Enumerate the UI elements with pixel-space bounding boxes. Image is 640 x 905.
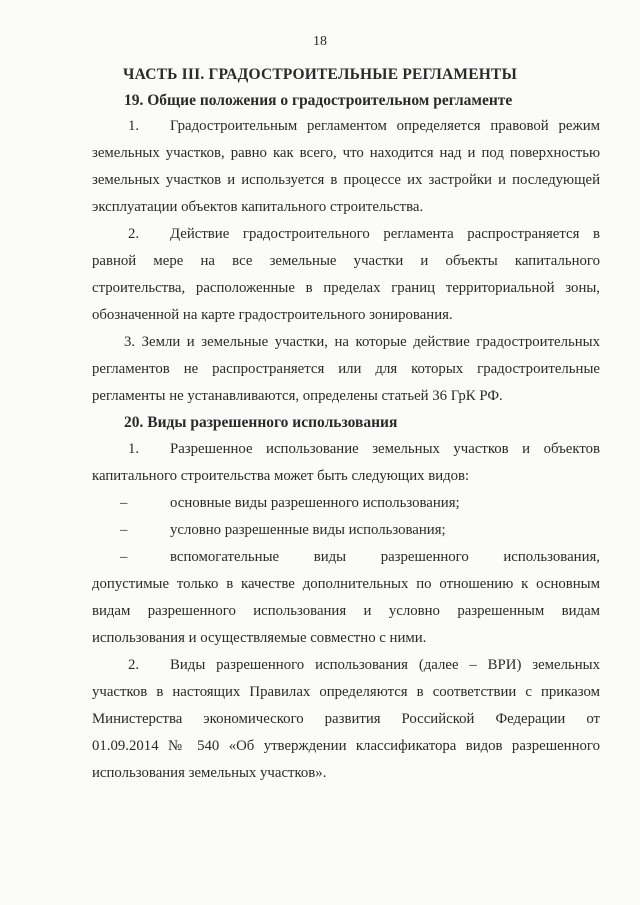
s20-p2-number: 2. (128, 657, 140, 673)
s20-p2-line: Министерства экономического развития Российской Федерации от (92, 711, 600, 727)
s19-p2-line: Действие градостроительного регламента распространяется в (170, 226, 600, 242)
s19-p2-line: строительства, расположенные в пределах границ территориальной зоны, (92, 280, 600, 296)
s19-p2-number: 2. (128, 226, 140, 242)
section-19-heading: 19. Общие положения о градостроительном регламенте (124, 92, 513, 109)
s20-p2-line: использования земельных участков». (92, 765, 327, 781)
list-item: вспомогательные виды разрешенного использования, (170, 549, 600, 565)
s19-p3-line: регламентов не распространяется или для которых градостроительные (92, 361, 600, 377)
list-continuation-line: видам разрешенного использования и условно разрешенным видам (92, 603, 600, 619)
part-title: ЧАСТЬ III. ГРАДОСТРОИТЕЛЬНЫЕ РЕГЛАМЕНТЫ (123, 66, 517, 83)
s19-p1-number: 1. (128, 118, 140, 134)
list-continuation-line: допустимые только в качестве дополнительных по отношению к основным (92, 576, 600, 592)
s19-p1-line: земельных участков, равно как всего, что находится над и под поверхностью (92, 145, 600, 161)
s20-p1-line: капитального строительства может быть следующих видов: (92, 468, 470, 484)
list-item: основные виды разрешенного использования; (170, 495, 460, 511)
s19-p2-line: обозначенной на карте градостроительного зонирования. (92, 307, 453, 323)
s20-p2-line: Виды разрешенного использования (далее – ВРИ) земельных (170, 657, 600, 673)
list-item: условно разрешенные виды использования; (170, 522, 446, 538)
s19-p1-line: эксплуатации объектов капитального строительства. (92, 199, 424, 215)
s20-p1-number: 1. (128, 441, 140, 457)
list-dash: – (120, 549, 128, 565)
section-20-heading: 20. Виды разрешенного использования (124, 414, 398, 431)
s19-p1-line: земельных участков и используется в процессе их застройки и последующей (92, 172, 600, 188)
list-dash: – (120, 495, 128, 511)
list-continuation-line: использования и осуществляемые совместно с ними. (92, 630, 427, 646)
s20-p1-line: Разрешенное использование земельных участков и объектов (170, 441, 600, 457)
page-number: 18 (313, 34, 327, 49)
s19-p2-line: равной мере на все земельные участки и объекты капитального (92, 253, 600, 269)
s19-p1-line: Градостроительным регламентом определяется правовой режим (170, 118, 600, 134)
s20-p2-line: 01.09.2014 № 540 «Об утверждении классификатора видов разрешенного (92, 738, 600, 754)
s19-p3-line: регламенты не устанавливаются, определены статьей 36 ГрК РФ. (92, 388, 503, 404)
s20-p2-line: участков в настоящих Правилах определяются в соответствии с приказом (92, 684, 600, 700)
s19-p3-line: 3. Земли и земельные участки, на которые действие градостроительных (124, 334, 600, 350)
list-dash: – (120, 522, 128, 538)
